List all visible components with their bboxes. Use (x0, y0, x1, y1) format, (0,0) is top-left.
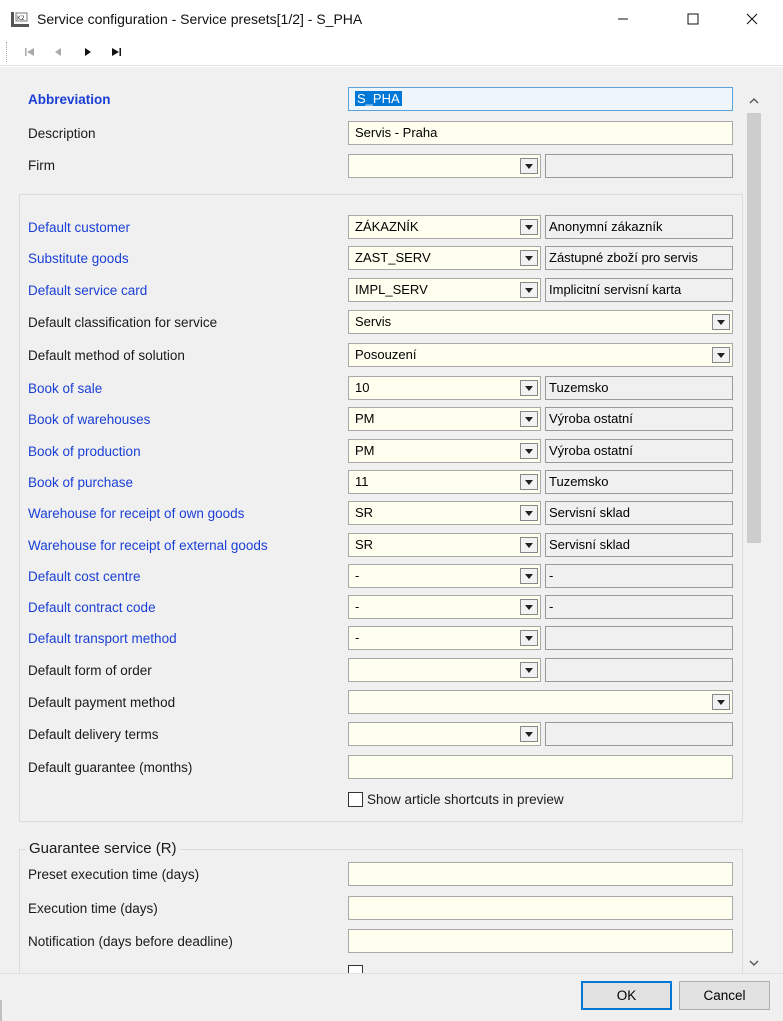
record-navigation-toolbar (0, 38, 783, 66)
previous-record-icon[interactable] (47, 42, 69, 62)
substitute-goods-label[interactable]: Substitute goods (28, 251, 129, 266)
default-customer-name: Anonymní zákazník (545, 215, 733, 239)
window-edge (0, 1000, 2, 1021)
book-of-warehouses-label[interactable]: Book of warehouses (28, 412, 151, 427)
app-icon (10, 10, 30, 28)
default-service-card-label[interactable]: Default service card (28, 283, 148, 298)
first-record-icon[interactable] (19, 42, 41, 62)
book-of-warehouses-name: Výroba ostatní (545, 407, 733, 431)
chevron-down-icon[interactable] (520, 282, 538, 298)
book-of-purchase-select[interactable] (348, 470, 541, 494)
warehouse-for-receipt-of-external-goods-label[interactable]: Warehouse for receipt of external goods (28, 538, 268, 553)
chevron-down-icon[interactable] (520, 443, 538, 459)
abbreviation-label: Abbreviation (28, 92, 111, 107)
dialog-footer (0, 973, 783, 1021)
book-of-warehouses-select[interactable] (348, 407, 541, 431)
vertical-scrollbar[interactable] (743, 91, 765, 973)
default-form-of-order-label: Default form of order (28, 663, 152, 678)
book-of-sale-name: Tuzemsko (545, 376, 733, 400)
default-payment-method-select[interactable] (348, 690, 733, 714)
warehouse-for-receipt-of-own-goods-label[interactable]: Warehouse for receipt of own goods (28, 506, 245, 521)
book-of-purchase-label[interactable]: Book of purchase (28, 475, 134, 490)
chevron-down-icon[interactable] (520, 474, 538, 490)
execution-time-input[interactable] (348, 896, 733, 920)
chevron-down-icon[interactable] (520, 219, 538, 235)
default-customer-label[interactable]: Default customer (28, 220, 131, 235)
default-contract-code-label[interactable]: Default contract code (28, 600, 156, 615)
default-method-of-solution-label: Default method of solution (28, 348, 185, 363)
chevron-down-icon[interactable] (520, 411, 538, 427)
default-contract-code-select[interactable] (348, 595, 541, 619)
notification-input[interactable] (348, 929, 733, 953)
description-label: Description (28, 126, 96, 141)
book-of-sale-label[interactable]: Book of sale (28, 381, 103, 396)
firm-name (545, 154, 733, 178)
chevron-down-icon[interactable] (520, 380, 538, 396)
default-method-of-solution-value: Posouzení (355, 347, 417, 362)
default-cost-centre-value: - (355, 568, 360, 583)
default-classification-for-service-label: Default classification for service (28, 315, 218, 330)
ok-button[interactable]: OK (581, 981, 672, 1010)
show-article-shortcuts-checkbox[interactable] (348, 792, 363, 807)
warehouse-for-receipt-of-external-goods-name: Servisní sklad (545, 533, 733, 557)
chevron-down-icon[interactable] (520, 662, 538, 678)
title-bar[interactable] (0, 0, 783, 38)
default-customer-select[interactable] (348, 215, 541, 239)
partially-visible-checkbox[interactable] (348, 965, 363, 973)
default-contract-code-value: - (355, 599, 360, 614)
book-of-sale-select[interactable] (348, 376, 541, 400)
chevron-down-icon[interactable] (520, 505, 538, 521)
book-of-production-label[interactable]: Book of production (28, 444, 141, 459)
chevron-down-icon[interactable] (520, 726, 538, 742)
chevron-down-icon[interactable] (712, 694, 730, 710)
default-delivery-terms-select[interactable] (348, 722, 541, 746)
default-cost-centre-label[interactable]: Default cost centre (28, 569, 141, 584)
default-cost-centre-select[interactable] (348, 564, 541, 588)
execution-time-label: Execution time (days) (28, 901, 158, 916)
firm-label: Firm (28, 158, 55, 173)
default-transport-method-label[interactable]: Default transport method (28, 631, 177, 646)
maximize-button[interactable] (670, 0, 716, 38)
substitute-goods-name: Zástupné zboží pro servis (545, 246, 733, 270)
close-button[interactable] (729, 0, 775, 38)
book-of-production-select[interactable] (348, 439, 541, 463)
book-of-purchase-value: 11 (355, 474, 369, 489)
substitute-goods-select[interactable] (348, 246, 541, 270)
book-of-sale-value: 10 (355, 380, 370, 395)
default-delivery-terms-name (545, 722, 733, 746)
default-classification-for-service-value: Servis (355, 314, 392, 329)
default-customer-value: ZÁKAZNÍK (355, 219, 419, 234)
chevron-down-icon[interactable] (712, 347, 730, 363)
warehouse-for-receipt-of-own-goods-name: Servisní sklad (545, 501, 733, 525)
default-classification-for-service-select[interactable] (348, 310, 733, 334)
default-transport-method-select[interactable] (348, 626, 541, 650)
default-payment-method-label: Default payment method (28, 695, 176, 710)
svg-text:K2: K2 (17, 15, 25, 22)
chevron-down-icon[interactable] (520, 537, 538, 553)
book-of-production-value: PM (355, 443, 375, 458)
default-delivery-terms-label: Default delivery terms (28, 727, 159, 742)
show-article-shortcuts-label: Show article shortcuts in preview (367, 792, 564, 807)
last-record-icon[interactable] (105, 42, 127, 62)
book-of-warehouses-value: PM (355, 411, 375, 426)
chevron-down-icon[interactable] (520, 599, 538, 615)
description-input[interactable]: Servis - Praha (348, 121, 733, 145)
default-form-of-order-name (545, 658, 733, 682)
default-form-of-order-select[interactable] (348, 658, 541, 682)
scroll-thumb[interactable] (747, 113, 761, 543)
chevron-down-icon[interactable] (520, 158, 538, 174)
warehouse-for-receipt-of-own-goods-select[interactable] (348, 501, 541, 525)
default-contract-code-name: - (545, 595, 733, 619)
abbreviation-input[interactable] (348, 87, 733, 111)
preset-execution-time-input[interactable] (348, 862, 733, 886)
default-cost-centre-name: - (545, 564, 733, 588)
guarantee-group-title: Guarantee service (R) (26, 840, 180, 857)
default-transport-method-name (545, 626, 733, 650)
default-method-of-solution-select[interactable] (348, 343, 733, 367)
default-guarantee-months-input[interactable] (348, 755, 733, 779)
form-area (0, 67, 783, 973)
chevron-down-icon[interactable] (520, 568, 538, 584)
chevron-down-icon[interactable] (520, 250, 538, 266)
cancel-button[interactable]: Cancel (679, 981, 770, 1010)
warehouse-for-receipt-of-external-goods-select[interactable] (348, 533, 541, 557)
preset-execution-time-label: Preset execution time (days) (28, 867, 200, 882)
default-guarantee-months-label: Default guarantee (months) (28, 760, 193, 775)
book-of-purchase-name: Tuzemsko (545, 470, 733, 494)
minimize-button[interactable] (600, 0, 646, 38)
substitute-goods-value: ZAST_SERV (355, 250, 431, 265)
abbreviation-value: S_PHA (357, 91, 400, 106)
next-record-icon[interactable] (77, 42, 99, 62)
default-service-card-value: IMPL_SERV (355, 282, 428, 297)
default-transport-method-value: - (355, 630, 360, 645)
warehouse-for-receipt-of-own-goods-value: SR (355, 505, 374, 520)
default-service-card-select[interactable] (348, 278, 541, 302)
chevron-down-icon[interactable] (520, 630, 538, 646)
scroll-up-icon[interactable] (748, 95, 760, 107)
window-title: Service configuration - Service presets[1/2] - S_PHA (37, 11, 363, 27)
scroll-down-icon[interactable] (748, 957, 760, 969)
firm-select[interactable] (348, 154, 541, 178)
book-of-production-name: Výroba ostatní (545, 439, 733, 463)
toolbar-grip (6, 42, 8, 62)
warehouse-for-receipt-of-external-goods-value: SR (355, 537, 374, 552)
default-service-card-name: Implicitní servisní karta (545, 278, 733, 302)
notification-label: Notification (days before deadline) (28, 934, 233, 949)
chevron-down-icon[interactable] (712, 314, 730, 330)
